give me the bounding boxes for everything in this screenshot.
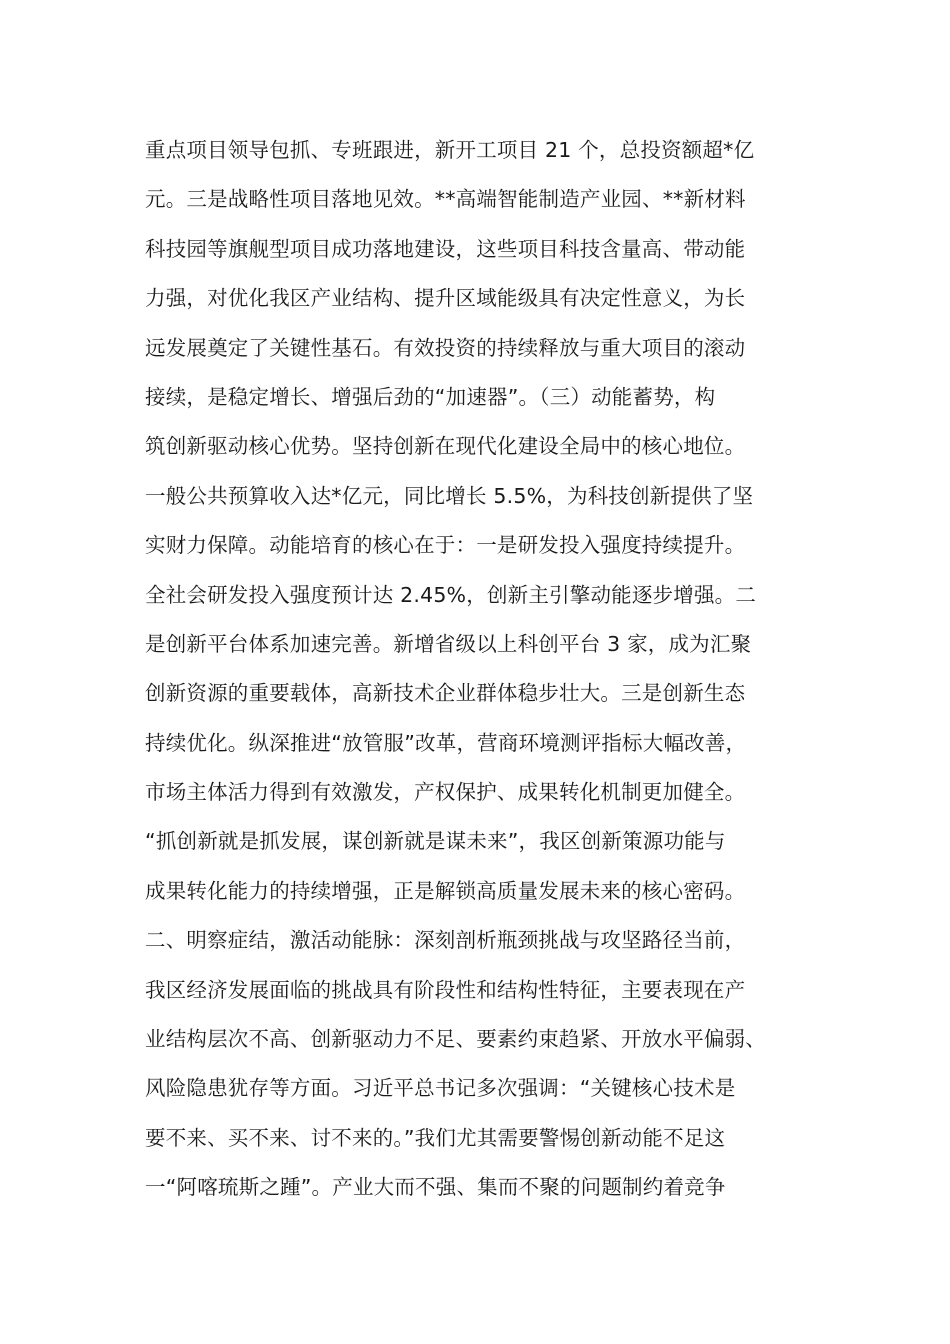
text-line: 远发展奠定了关键性基石。有效投资的持续释放与重大项目的滚动 [145,335,746,360]
text-line: 一般公共预算收入达*亿元，同比增长 5.5%，为科技创新提供了坚 [145,483,754,508]
text-line: 一“阿喀琉斯之踵”。产业大而不强、集而不聚的问题制约着竞争 [145,1175,726,1200]
text-line: 实财力保障。动能培育的核心在于：一是研发投入强度持续提升。 [145,533,746,558]
text-line: 重点项目领导包抓、专班跟进，新开工项目 21 个，总投资额超*亿 [145,138,755,162]
text-line: “抓创新就是抓发展，谋创新就是谋未来”，我区创新策源功能与 [145,829,726,854]
text-line: 是创新平台体系加速完善。新增省级以上科创平台 3 家，成为汇聚 [145,631,752,656]
text-line: 元。三是战略性项目落地见效。**高端智能制造产业园、**新材料 [145,187,746,212]
text-line: 筑创新驱动核心优势。坚持创新在现代化建设全局中的核心地位。 [145,434,746,459]
text-line: 科技园等旗舰型项目成功落地建设，这些项目科技含量高、带动能 [145,236,746,261]
text-line: 全社会研发投入强度预计达 2.45%，创新主引擎动能逐步增强。二 [145,582,757,607]
text-line: 成果转化能力的持续增强，正是解锁高质量发展未来的核心密码。 [145,878,746,903]
text-line: 要不来、买不来、讨不来的。”我们尤其需要警惕创新动能不足这 [145,1125,726,1150]
text-line: 力强，对优化我区产业结构、提升区域能级具有决定性意义，为长 [145,286,746,311]
text-line: 我区经济发展面临的挑战具有阶段性和结构性特征，主要表现在产 [145,977,746,1002]
body-text [145,126,835,1213]
text-line: 市场主体活力得到有效激发，产权保护、成果转化机制更加健全。 [145,780,746,805]
text-line: 风险隐患犹存等方面。习近平总书记多次强调：“关键核心技术是 [145,1076,736,1101]
text-line: 持续优化。纵深推进“放管服”改革，营商环境测评指标大幅改善， [145,730,747,755]
text-line: 接续，是稳定增长、增强后劲的“加速器”。（三）动能蓄势，构 [145,384,716,409]
text-line: 二、明察症结，激活动能脉：深刻剖析瓶颈挑战与攻坚路径当前， [145,928,746,953]
text-line: 业结构层次不高、创新驱动力不足、要素约束趋紧、开放水平偏弱、 [145,1027,766,1052]
text-line: 创新资源的重要载体，高新技术企业群体稳步壮大。三是创新生态 [145,681,746,706]
